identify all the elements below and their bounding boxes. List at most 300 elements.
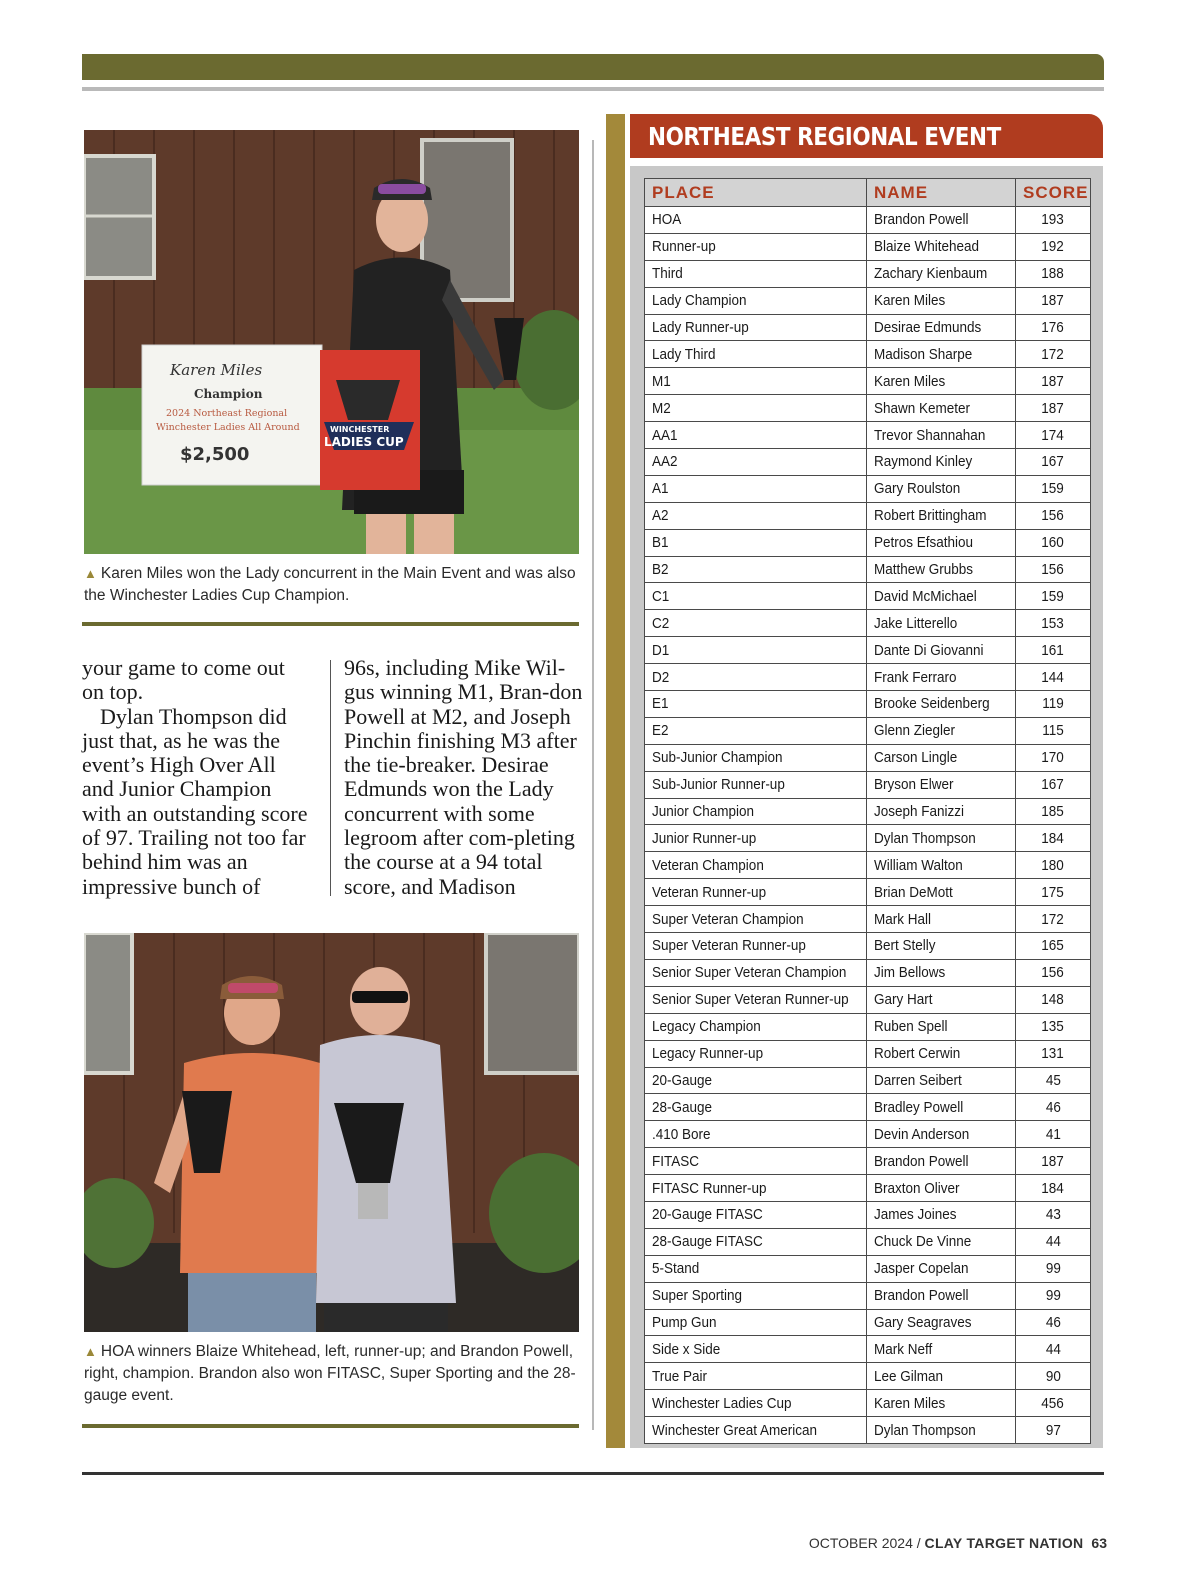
cell-place-text: Junior Runner-up — [652, 829, 757, 847]
cell-name — [867, 368, 1016, 395]
cell-place — [645, 717, 867, 744]
table-row — [645, 1390, 1091, 1417]
cell-name-text: Lee Gilman — [874, 1367, 944, 1385]
cell-place — [645, 529, 867, 556]
sign-title: Champion — [194, 387, 263, 401]
cell-name-text: Jim Bellows — [874, 964, 946, 982]
cell-score-text: 456 — [1041, 1394, 1065, 1412]
cell-place — [645, 368, 867, 395]
cell-place — [645, 341, 867, 368]
table-row — [645, 1175, 1091, 1202]
cell-place — [645, 1282, 867, 1309]
cell-place-text: HOA — [652, 211, 682, 229]
results-table — [644, 178, 1091, 1444]
cell-place-text: A2 — [652, 507, 669, 525]
cell-name-text: Brandon Powell — [874, 1287, 969, 1305]
cell-place — [645, 1336, 867, 1363]
cell-place-text: Side x Side — [652, 1340, 721, 1358]
cell-name — [867, 1121, 1016, 1148]
table-row — [645, 825, 1091, 852]
cell-place-text: Winchester Great American — [652, 1421, 818, 1439]
cell-place-text: Pump Gun — [652, 1313, 717, 1331]
cell-place-text: Sub-Junior Runner-up — [652, 776, 785, 794]
photo-karen-miles — [84, 130, 579, 554]
main-column-divider — [592, 140, 594, 1430]
photo-hoa-winners — [84, 933, 579, 1332]
cell-place-text: Super Veteran Champion — [652, 910, 804, 928]
cell-name-text: Karen Miles — [874, 372, 946, 390]
caption-triangle-icon: ▲ — [84, 1344, 97, 1359]
section-rule-1 — [82, 622, 579, 626]
cell-name-text: Glenn Ziegler — [874, 722, 956, 740]
cell-score-text: 160 — [1041, 534, 1065, 552]
cell-score — [1016, 475, 1091, 502]
cell-score-text: 185 — [1041, 803, 1065, 821]
caption-triangle-icon: ▲ — [84, 566, 97, 581]
cell-score-text: 167 — [1041, 453, 1065, 471]
cell-name — [867, 422, 1016, 449]
table-row — [645, 529, 1091, 556]
cell-name — [867, 287, 1016, 314]
sidebar-title: NORTHEAST REGIONAL EVENT — [648, 122, 1001, 151]
table-row — [645, 1067, 1091, 1094]
cell-score — [1016, 798, 1091, 825]
table-row — [645, 583, 1091, 610]
cell-name-text: Raymond Kinley — [874, 453, 973, 471]
cell-name — [867, 771, 1016, 798]
header-color-bar — [82, 54, 1104, 80]
cell-score-text: 174 — [1041, 426, 1065, 444]
cell-score — [1016, 556, 1091, 583]
article-paragraph: 96s, including Mike Wil-gus winning M1, Bran-don Powell at M2, and Joseph Pinchin finishing M3 after the tie-breaker. Desirae Edmunds won the Lady concurrent with some legroom after com-pleting the course at a 94 total score, and Madison — [344, 655, 583, 899]
cell-place — [645, 744, 867, 771]
cell-score — [1016, 610, 1091, 637]
cell-place-text: B2 — [652, 561, 669, 579]
cell-name — [867, 825, 1016, 852]
cell-place-text: B1 — [652, 534, 669, 552]
header-name: NAME — [867, 179, 1016, 207]
cell-place — [645, 260, 867, 287]
cell-score — [1016, 287, 1091, 314]
cell-place — [645, 1040, 867, 1067]
cell-score — [1016, 664, 1091, 691]
cell-name — [867, 233, 1016, 260]
table-row — [645, 314, 1091, 341]
table-row — [645, 637, 1091, 664]
table-row — [645, 1228, 1091, 1255]
table-row — [645, 1040, 1091, 1067]
cell-score-text: 45 — [1045, 1071, 1061, 1089]
cell-score — [1016, 1390, 1091, 1417]
cell-score-text: 153 — [1041, 614, 1065, 632]
cell-place-text: 20-Gauge — [652, 1071, 713, 1089]
table-row — [645, 1013, 1091, 1040]
cell-score-text: 172 — [1041, 910, 1065, 928]
table-row — [645, 341, 1091, 368]
cell-name — [867, 1390, 1016, 1417]
cell-score-text: 99 — [1045, 1260, 1061, 1278]
cell-place-text: AA1 — [652, 426, 678, 444]
cell-score — [1016, 395, 1091, 422]
section-rule-2 — [82, 1424, 579, 1428]
cell-name-text: Darren Seibert — [874, 1071, 962, 1089]
cell-name-text: Brandon Powell — [874, 1152, 969, 1170]
cell-score — [1016, 1121, 1091, 1148]
cell-place — [645, 287, 867, 314]
cell-place-text: A1 — [652, 480, 669, 498]
cell-name-text: James Joines — [874, 1206, 957, 1224]
cell-score-text: 46 — [1045, 1098, 1061, 1116]
cell-score-text: 175 — [1041, 883, 1065, 901]
table-row — [645, 1094, 1091, 1121]
table-row — [645, 717, 1091, 744]
cell-place — [645, 1067, 867, 1094]
cell-score — [1016, 260, 1091, 287]
table-row — [645, 879, 1091, 906]
cell-score-text: 172 — [1041, 345, 1065, 363]
cell-score-text: 193 — [1041, 211, 1065, 229]
cell-score — [1016, 1013, 1091, 1040]
cell-name — [867, 664, 1016, 691]
cell-score — [1016, 691, 1091, 718]
page-folio — [809, 1535, 1107, 1551]
header-score: SCORE — [1016, 179, 1091, 207]
photo-caption-1 — [84, 563, 579, 607]
table-row — [645, 1309, 1091, 1336]
cell-score-text: 165 — [1041, 937, 1065, 955]
cell-place-text: Runner-up — [652, 238, 716, 256]
cell-name-text: Carson Lingle — [874, 749, 958, 767]
cell-name-text: Frank Ferraro — [874, 668, 957, 686]
cell-score — [1016, 1309, 1091, 1336]
folio-publication: CLAY TARGET NATION — [924, 1535, 1084, 1551]
cell-score — [1016, 1255, 1091, 1282]
table-row — [645, 207, 1091, 234]
cell-place — [645, 986, 867, 1013]
cell-place-text: 28-Gauge FITASC — [652, 1233, 763, 1251]
cell-name — [867, 260, 1016, 287]
table-row — [645, 233, 1091, 260]
cell-place-text: Lady Third — [652, 345, 716, 363]
cell-score-text: 180 — [1041, 856, 1065, 874]
table-row — [645, 287, 1091, 314]
cell-score — [1016, 933, 1091, 960]
table-row — [645, 260, 1091, 287]
cell-place — [645, 879, 867, 906]
cell-score — [1016, 1336, 1091, 1363]
cell-place-text: D2 — [652, 668, 670, 686]
cell-place-text: Veteran Champion — [652, 856, 764, 874]
table-row — [645, 744, 1091, 771]
cell-place — [645, 422, 867, 449]
cell-name — [867, 906, 1016, 933]
cell-name — [867, 1013, 1016, 1040]
cell-place-text: Super Veteran Runner-up — [652, 937, 806, 955]
cell-place-text: FITASC Runner-up — [652, 1179, 767, 1197]
caption-text-1: Karen Miles won the Lady concurrent in the Main Event and was also the Winchester Ladies Cup Champion. — [84, 565, 576, 604]
cell-name-text: Dylan Thompson — [874, 1421, 976, 1439]
sidebar-accent-bar — [606, 114, 625, 1448]
cell-score-text: 41 — [1045, 1125, 1061, 1143]
cell-name-text: Robert Brittingham — [874, 507, 987, 525]
cell-name-text: Bryson Elwer — [874, 776, 954, 794]
cell-score — [1016, 637, 1091, 664]
cell-name-text: Devin Anderson — [874, 1125, 970, 1143]
article-column-1 — [82, 656, 312, 899]
table-row — [645, 986, 1091, 1013]
cell-name-text: Brooke Seidenberg — [874, 695, 990, 713]
cell-place-text: Legacy Runner-up — [652, 1045, 764, 1063]
cell-score-text: 156 — [1041, 964, 1065, 982]
cell-score-text: 187 — [1041, 372, 1065, 390]
cell-name-text: Jake Litterello — [874, 614, 958, 632]
cell-score-text: 170 — [1041, 749, 1065, 767]
cell-name — [867, 1040, 1016, 1067]
cell-place-text: Lady Runner-up — [652, 319, 749, 336]
table-row — [645, 1201, 1091, 1228]
cell-score-text: 99 — [1045, 1287, 1061, 1305]
article-column-2 — [344, 656, 584, 899]
cell-place — [645, 664, 867, 691]
cell-place — [645, 610, 867, 637]
cell-score-text: 184 — [1041, 1179, 1065, 1197]
cell-name-text: Bert Stelly — [874, 937, 936, 955]
cell-score — [1016, 449, 1091, 476]
cell-score — [1016, 906, 1091, 933]
cell-place-text: E1 — [652, 695, 669, 713]
cell-name-text: Dante Di Giovanni — [874, 641, 984, 659]
cell-score — [1016, 422, 1091, 449]
cell-name — [867, 1363, 1016, 1390]
cell-place-text: Senior Super Veteran Champion — [652, 964, 847, 982]
cell-score — [1016, 341, 1091, 368]
article-paragraph: your game to come out on top. — [82, 655, 285, 705]
cell-name-text: Karen Miles — [874, 292, 946, 310]
cell-name — [867, 1067, 1016, 1094]
cell-score — [1016, 1040, 1091, 1067]
cell-place — [645, 906, 867, 933]
cell-place-text: Veteran Runner-up — [652, 883, 767, 901]
cell-name — [867, 475, 1016, 502]
cell-name — [867, 1175, 1016, 1202]
table-row — [645, 798, 1091, 825]
cell-place — [645, 1390, 867, 1417]
cell-place-text: C1 — [652, 587, 670, 605]
cell-score-text: 176 — [1041, 319, 1065, 336]
cell-name-text: Chuck De Vinne — [874, 1233, 972, 1251]
cell-name-text: Ruben Spell — [874, 1018, 948, 1036]
cell-name — [867, 717, 1016, 744]
cell-name — [867, 1148, 1016, 1175]
table-row — [645, 959, 1091, 986]
table-row — [645, 771, 1091, 798]
cell-score — [1016, 879, 1091, 906]
cell-name — [867, 610, 1016, 637]
cell-score — [1016, 1201, 1091, 1228]
cell-name — [867, 1309, 1016, 1336]
cell-place — [645, 691, 867, 718]
cell-name — [867, 529, 1016, 556]
cell-place-text: C2 — [652, 614, 670, 632]
cell-place — [645, 1363, 867, 1390]
table-row — [645, 664, 1091, 691]
cell-place — [645, 852, 867, 879]
cell-place — [645, 1121, 867, 1148]
sign-name: Karen Miles — [170, 361, 263, 379]
cell-score-text: 144 — [1041, 668, 1065, 686]
table-row — [645, 1255, 1091, 1282]
cell-score-text: 148 — [1041, 991, 1065, 1009]
cell-place — [645, 233, 867, 260]
cell-name — [867, 852, 1016, 879]
cell-name — [867, 1094, 1016, 1121]
cell-score — [1016, 825, 1091, 852]
cell-score-text: 167 — [1041, 776, 1065, 794]
cell-place — [645, 933, 867, 960]
cell-score — [1016, 959, 1091, 986]
cell-score-text: 187 — [1041, 1152, 1065, 1170]
cell-score — [1016, 852, 1091, 879]
cell-place-text: AA2 — [652, 453, 678, 471]
cell-place-text: Super Sporting — [652, 1287, 743, 1305]
cell-score — [1016, 1417, 1091, 1444]
cell-score-text: 46 — [1045, 1313, 1061, 1331]
cell-name — [867, 583, 1016, 610]
cell-name — [867, 502, 1016, 529]
cell-place — [645, 395, 867, 422]
cell-name — [867, 1417, 1016, 1444]
cell-name-text: David McMichael — [874, 587, 977, 605]
cell-score — [1016, 502, 1091, 529]
cell-name-text: Mark Neff — [874, 1340, 933, 1358]
cell-score-text: 90 — [1045, 1367, 1061, 1385]
cell-place-text: 28-Gauge — [652, 1098, 713, 1116]
cell-place-text: 20-Gauge FITASC — [652, 1206, 763, 1224]
table-row — [645, 1282, 1091, 1309]
header-place: PLACE — [645, 179, 867, 207]
table-row — [645, 852, 1091, 879]
cell-place — [645, 475, 867, 502]
table-row — [645, 610, 1091, 637]
cell-name — [867, 691, 1016, 718]
table-row — [645, 691, 1091, 718]
cell-score — [1016, 314, 1091, 341]
photo-caption-2 — [84, 1341, 579, 1407]
cell-name-text: Petros Efsathiou — [874, 534, 974, 552]
table-row — [645, 502, 1091, 529]
cell-place — [645, 1255, 867, 1282]
cell-score-text: 156 — [1041, 561, 1065, 579]
cell-score — [1016, 368, 1091, 395]
cell-score — [1016, 583, 1091, 610]
cell-place — [645, 1094, 867, 1121]
cell-place-text: Sub-Junior Champion — [652, 749, 783, 767]
cell-name — [867, 637, 1016, 664]
sign-amount: $2,500 — [180, 444, 250, 465]
cell-name — [867, 1228, 1016, 1255]
cell-name — [867, 1282, 1016, 1309]
table-row — [645, 1417, 1091, 1444]
cell-name — [867, 744, 1016, 771]
cell-score — [1016, 771, 1091, 798]
cell-score — [1016, 1067, 1091, 1094]
cell-place — [645, 825, 867, 852]
cell-score — [1016, 1282, 1091, 1309]
cell-name-text: Blaize Whitehead — [874, 238, 980, 256]
cell-place — [645, 583, 867, 610]
table-row — [645, 1121, 1091, 1148]
table-row — [645, 933, 1091, 960]
cell-name-text: Karen Miles — [874, 1394, 946, 1412]
cell-name — [867, 556, 1016, 583]
table-row — [645, 1148, 1091, 1175]
cell-score-text: 97 — [1045, 1421, 1061, 1439]
cell-name — [867, 1336, 1016, 1363]
cell-score — [1016, 717, 1091, 744]
cell-score — [1016, 1363, 1091, 1390]
table-row — [645, 556, 1091, 583]
cell-score — [1016, 207, 1091, 234]
cell-score-text: 159 — [1041, 480, 1065, 498]
cell-name — [867, 879, 1016, 906]
cell-name-text: Joseph Fanizzi — [874, 803, 965, 821]
cell-name-text: Desirae Edmunds — [874, 319, 982, 336]
table-row — [645, 395, 1091, 422]
cell-score — [1016, 1228, 1091, 1255]
header-rule — [82, 87, 1104, 91]
article-paragraph: Dylan Thompson did just that, as he was the event’s High Over All and Junior Champion with an outstanding score of 97. Trailing not too far behind him was an impressive bunch of — [82, 703, 308, 899]
cell-score-text: 187 — [1041, 399, 1065, 417]
cell-place — [645, 771, 867, 798]
cell-place-text: Winchester Ladies Cup — [652, 1394, 792, 1412]
cell-place — [645, 1013, 867, 1040]
cell-name-text: Brian DeMott — [874, 883, 953, 901]
cell-score-text: 188 — [1041, 265, 1065, 283]
cell-name — [867, 1201, 1016, 1228]
sign-line2: Winchester Ladies All Around — [156, 422, 300, 433]
folio-date: OCTOBER 2024 / — [808, 1535, 925, 1551]
cell-name-text: Braxton Oliver — [874, 1179, 960, 1197]
cell-place — [645, 959, 867, 986]
cell-name — [867, 933, 1016, 960]
cell-name — [867, 314, 1016, 341]
cell-place-text: FITASC — [652, 1152, 700, 1170]
table-row — [645, 449, 1091, 476]
cell-place — [645, 1417, 867, 1444]
cell-place-text: .410 Bore — [652, 1125, 711, 1143]
cell-score — [1016, 986, 1091, 1013]
cell-place — [645, 1309, 867, 1336]
cell-score — [1016, 1094, 1091, 1121]
cell-score — [1016, 529, 1091, 556]
cell-place — [645, 637, 867, 664]
cell-name-text: Gary Hart — [874, 991, 933, 1009]
cell-score-text: 44 — [1045, 1233, 1061, 1251]
cell-score-text: 184 — [1041, 829, 1065, 847]
cell-place-text: True Pair — [652, 1367, 708, 1385]
cell-place — [645, 556, 867, 583]
cell-name — [867, 395, 1016, 422]
cell-place — [645, 1228, 867, 1255]
cell-place — [645, 314, 867, 341]
cell-score-text: 161 — [1041, 641, 1065, 659]
cell-name-text: Trevor Shannahan — [874, 426, 986, 444]
table-row — [645, 1336, 1091, 1363]
cell-name-text: Dylan Thompson — [874, 829, 976, 847]
cell-place-text: Lady Champion — [652, 292, 747, 310]
cell-score-text: 135 — [1041, 1018, 1065, 1036]
cell-place — [645, 502, 867, 529]
